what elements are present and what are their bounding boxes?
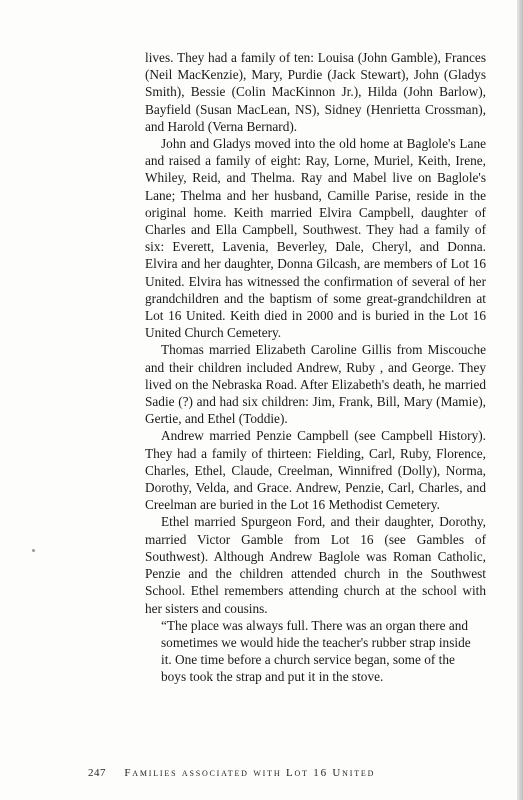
page-number: 247 — [88, 767, 106, 779]
paragraph-family-of-ten: lives. They had a family of ten: Louisa (John Gamble), Frances (Neil MacKenzie), Mary, Purdie (Jack Stewart), John (Gladys Smith), Bessie (Colin MacKinnon Jr.), Hilda (John Barlow), Bayfield (Susan MacLean, NS), Sidney (Henrietta Crossman), and Harold (Verna Bernard). — [145, 50, 486, 134]
paragraph-thomas: Thomas married Elizabeth Caroline Gillis from Miscouche and their children included Andrew, Ruby , and George. They lived on the Nebraska Road. After Elizabeth's death, he married Sadie (?) and had six children: Jim, Frank, Bill, Mary (Mamie), Gertie, and Ethel (Toddie). — [145, 342, 486, 427]
page-footer — [88, 767, 488, 779]
page-edge-shadow — [517, 0, 523, 800]
scan-speck — [32, 549, 35, 552]
quote-block: “The place was always full. There was an organ there and sometimes we would hide the teacher's rubber strap inside it. One time before a church service began, some of the boys took the strap and put it in the stove. — [161, 617, 471, 685]
paragraph-ethel: Ethel married Spurgeon Ford, and their daughter, Dorothy, married Victor Gamble from Lot 16 (see Gambles of Southwest). Although Andrew Baglole was Roman Catholic, Penzie and the children attended church in the Southwest School. Ethel remembers attending church at the school with her sisters and cousins. — [145, 514, 486, 616]
running-title: Families associated with Lot 16 United — [124, 767, 376, 779]
paragraph-john-and-gladys: John and Gladys moved into the old home at Baglole's Lane and raised a family of eight: Ray, Lorne, Muriel, Keith, Irene, Whiley, Reid, and Thelma. Ray and Mabel live on Baglole's Lane; Thelma and her husband, Camille Parise, reside in the original home. Keith married Elvira Campbell, daughter of Charles and Ella Campbell, Southwest. They had a family of six: Everett, Lavenia, Beverley, Dale, Cheryl, and Donna. Elvira and her daughter, Donna Gilcash, are members of Lot 16 United. Elvira has witnessed the confirmation of several of her grandchildren and the baptism of some great-grandchildren at Lot 16 United. Keith died in 2000 and is buried in the Lot 16 United Church Cemetery. — [145, 136, 486, 341]
body-text — [145, 49, 486, 686]
paragraph-andrew: Andrew married Penzie Campbell (see Campbell History). They had a family of thirteen: Fielding, Carl, Ruby, Florence, Charles, Ethel, Claude, Creelman, Winnifred (Dolly), Norma, Dorothy, Velda, and Grace. Andrew, Penzie, Carl, Charles, and Creelman are buried in the Lot 16 Methodist Cemetery. — [145, 428, 486, 513]
